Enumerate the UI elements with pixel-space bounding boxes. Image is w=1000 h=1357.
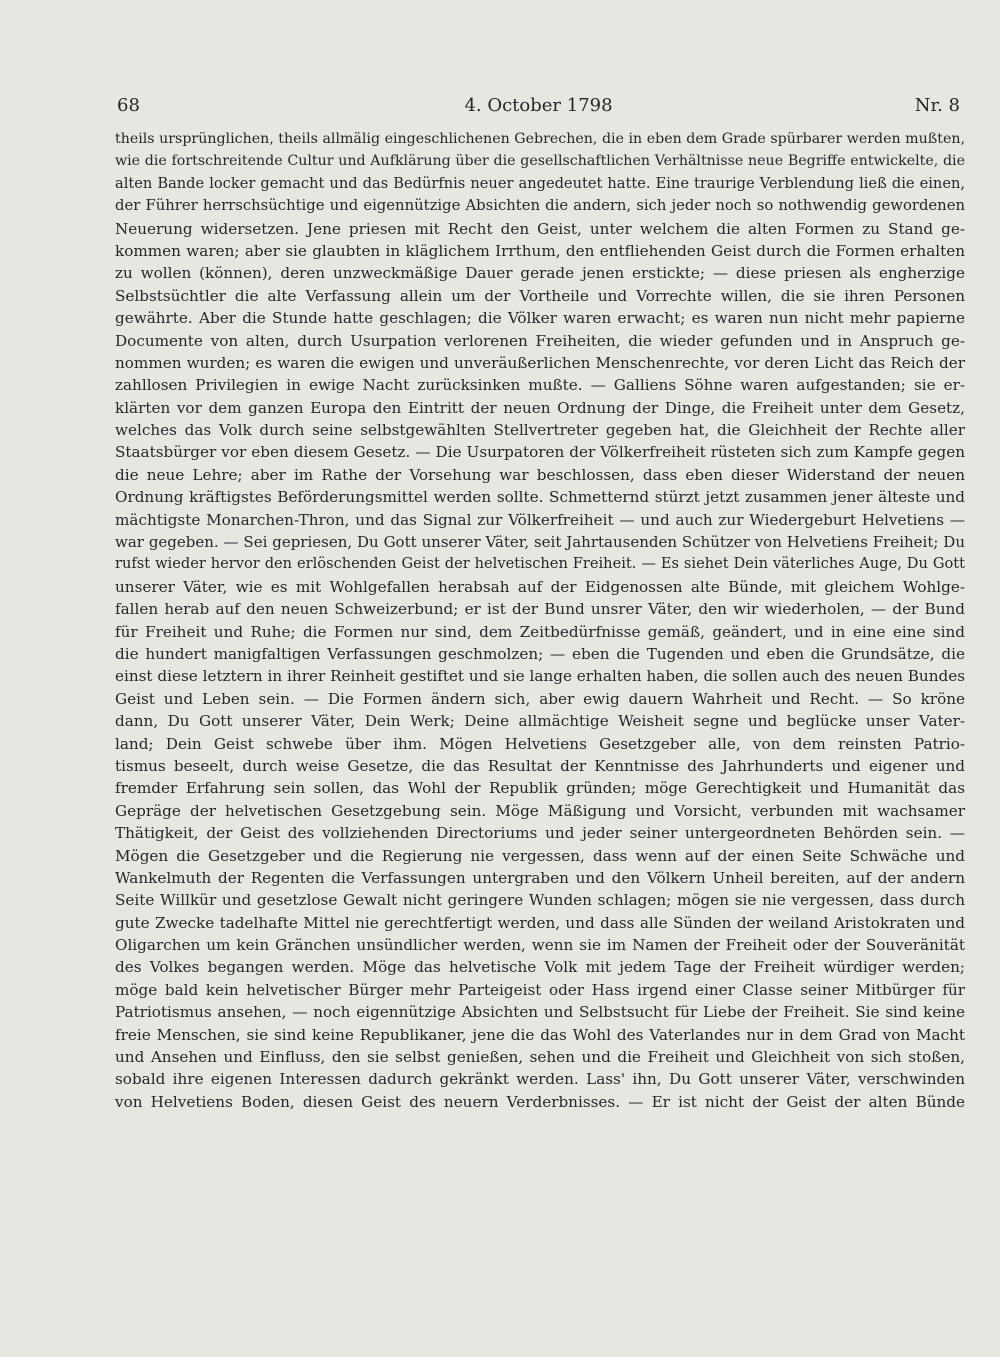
text-line: nommen wurden; es waren die ewigen und unveräußerlichen Menschenrechte, vor deren Licht das Reich der xyxy=(115,353,965,372)
text-line: Thätigkeit, der Geist des vollziehenden Directoriums und jeder seiner untergeordneten Behörden sein. — xyxy=(115,824,965,843)
text-line: die hundert manigfaltigen Verfassungen geschmolzen; — eben die Tugenden und eben die Grundsätze, die xyxy=(115,644,965,663)
text-line: für Freiheit und Ruhe; die Formen nur sind, dem Zeitbedürfnisse gemäß, geändert, und in eine eine sind xyxy=(115,622,965,641)
page-header xyxy=(117,94,960,118)
text-line: Seite Willkür und gesetzlose Gewalt nicht geringere Wunden schlagen; mögen sie nie vergessen, dass durch xyxy=(115,891,965,910)
text-line: Documente von alten, durch Usurpation verlorenen Freiheiten, die wieder gefunden und in Anspruch ge- xyxy=(115,331,965,350)
text-line: zahllosen Privilegien in ewige Nacht zurücksinken mußte. — Galliens Söhne waren aufgestanden; sie er- xyxy=(115,376,965,395)
text-line: gewährte. Aber die Stunde hatte geschlagen; die Völker waren erwacht; es waren nun nicht mehr papierne xyxy=(115,309,965,328)
text-line: Staatsbürger vor eben diesem Gesetz. — Die Usurpatoren der Völkerfreiheit rüsteten sich zum Kampfe gegen xyxy=(115,443,965,462)
text-line: land; Dein Geist schwebe über ihm. Mögen Helvetiens Gesetzgeber alle, von dem reinsten Patrio- xyxy=(115,734,965,753)
text-line: tismus beseelt, durch weise Gesetze, die das Resultat der Kenntnisse des Jahrhunderts und eigener und xyxy=(115,756,965,775)
text-line: unserer Väter, wie es mit Wohlgefallen herabsah auf der Eidgenossen alte Bünde, mit gleichem Wohlge- xyxy=(115,577,965,596)
text-line: Selbstsüchtler die alte Verfassung allein um der Vortheile und Vorrechte willen, die sie ihren Personen xyxy=(115,286,965,305)
text-line: zu wollen (können), deren unzweckmäßige Dauer gerade jenen erstickte; — diese priesen als engherzige xyxy=(115,264,965,283)
text-line: klärten vor dem ganzen Europa den Eintritt der neuen Ordnung der Dinge, die Freiheit unter dem Gesetz, xyxy=(115,398,965,417)
text-line: fremder Erfahrung sein sollen, das Wohl der Republik gründen; möge Gerechtigkeit und Humanität das xyxy=(115,779,965,798)
text-line: fallen herab auf den neuen Schweizerbund; er ist der Bund unsrer Väter, den wir wiederholen, — der Bund xyxy=(115,600,965,619)
text-line: alten Bande locker gemacht und das Bedürfnis neuer angedeutet hatte. Eine traurige Verblendung ließ die einen, xyxy=(115,174,965,192)
text-line: Ordnung kräftigstes Beförderungsmittel werden sollte. Schmetternd stürzt jetzt zusammen jener älteste und xyxy=(115,488,965,507)
text-line: mächtigste Monarchen-Thron, und das Signal zur Völkerfreiheit — und auch zur Wiedergeburt Helvetiens — xyxy=(115,510,965,529)
text-line: Mögen die Gesetzgeber und die Regierung nie vergessen, dass wenn auf der einen Seite Schwäche und xyxy=(115,846,965,865)
text-line: Patriotismus ansehen, — noch eigennützige Absichten und Selbstsucht für Liebe der Freiheit. Sie sind keine xyxy=(115,1003,965,1022)
text-line: gute Zwecke tadelhafte Mittel nie gerechtfertigt werden, und dass alle Sünden der weiland Aristokraten und xyxy=(115,913,965,932)
text-line: der Führer herrschsüchtige und eigennützige Absichten die andern, sich jeder noch so nothwendig gewordenen xyxy=(115,197,965,215)
issue-number: Nr. 8 xyxy=(914,95,960,116)
issue-date: 4. October 1798 xyxy=(464,95,613,116)
text-line: Geist und Leben sein. — Die Formen ändern sich, aber ewig dauern Wahrheit und Recht. — So kröne xyxy=(115,689,965,708)
text-line: dann, Du Gott unserer Väter, Dein Werk; Deine allmächtige Weisheit segne und beglücke unser Vater- xyxy=(115,712,965,731)
text-line: theils ursprünglichen, theils allmälig eingeschlichenen Gebrechen, die in eben dem Grade spürbarer werden mußten, xyxy=(115,131,965,147)
text-line: Gepräge der helvetischen Gesetzgebung sein. Möge Mäßigung und Vorsicht, verbunden mit wachsamer xyxy=(115,801,965,820)
text-line: Wankelmuth der Regenten die Verfassungen untergraben und den Völkern Unheil bereiten, auf der andern xyxy=(115,868,965,887)
text-line: wie die fortschreitende Cultur und Aufklärung über die gesellschaftlichen Verhältnisse neue Begriffe entwickelte, die xyxy=(115,153,965,170)
text-line: rufst wieder hervor den erlöschenden Geist der helvetischen Freiheit. — Es siehet Dein väterliches Auge, Du Gott xyxy=(115,555,965,573)
text-line: Oligarchen um kein Gränchen unsündlicher werden, wenn sie im Namen der Freiheit oder der Souveränität xyxy=(115,936,965,955)
text-line: war gegeben. — Sei gepriesen, Du Gott unserer Väter, seit Jahrtausenden Schützer von Helvetiens Freiheit; Du xyxy=(115,533,965,552)
text-line: und Ansehen und Einfluss, den sie selbst genießen, sehen und die Freiheit und Gleichheit von sich stoßen, xyxy=(115,1048,965,1067)
text-line: Neuerung widersetzen. Jene priesen mit Recht den Geist, unter welchem die alten Formen zu Stand ge- xyxy=(115,219,965,238)
text-line: welches das Volk durch seine selbstgewählten Stellvertreter gegeben hat, die Gleichheit der Rechte aller xyxy=(115,421,965,440)
text-line: sobald ihre eigenen Interessen dadurch gekränkt werden. Lass' ihn, Du Gott unserer Väter, verschwinden xyxy=(115,1070,965,1089)
text-line: einst diese letztern in ihrer Reinheit gestiftet und sie lange erhalten haben, die sollen auch des neuen Bundes xyxy=(115,667,965,686)
page-number: 68 xyxy=(117,95,140,116)
text-line: von Helvetiens Boden, diesen Geist des neuern Verderbnisses. — Er ist nicht der Geist der alten Bünde xyxy=(115,1092,965,1111)
text-line: des Volkes begangen werden. Möge das helvetische Volk mit jedem Tage der Freiheit würdiger werden; xyxy=(115,958,965,977)
text-line: möge bald kein helvetischer Bürger mehr Parteigeist oder Hass irgend einer Classe seiner Mitbürger für xyxy=(115,980,965,999)
article-body xyxy=(115,128,965,1113)
text-line: freie Menschen, sie sind keine Republikaner, jene die das Wohl des Vaterlandes nur in dem Grad von Macht xyxy=(115,1025,965,1044)
text-line: die neue Lehre; aber im Rathe der Vorsehung war beschlossen, dass eben dieser Widerstand der neuen xyxy=(115,465,965,484)
text-line: kommen waren; aber sie glaubten in kläglichem Irrthum, den entfliehenden Geist durch die Formen erhalten xyxy=(115,241,965,260)
